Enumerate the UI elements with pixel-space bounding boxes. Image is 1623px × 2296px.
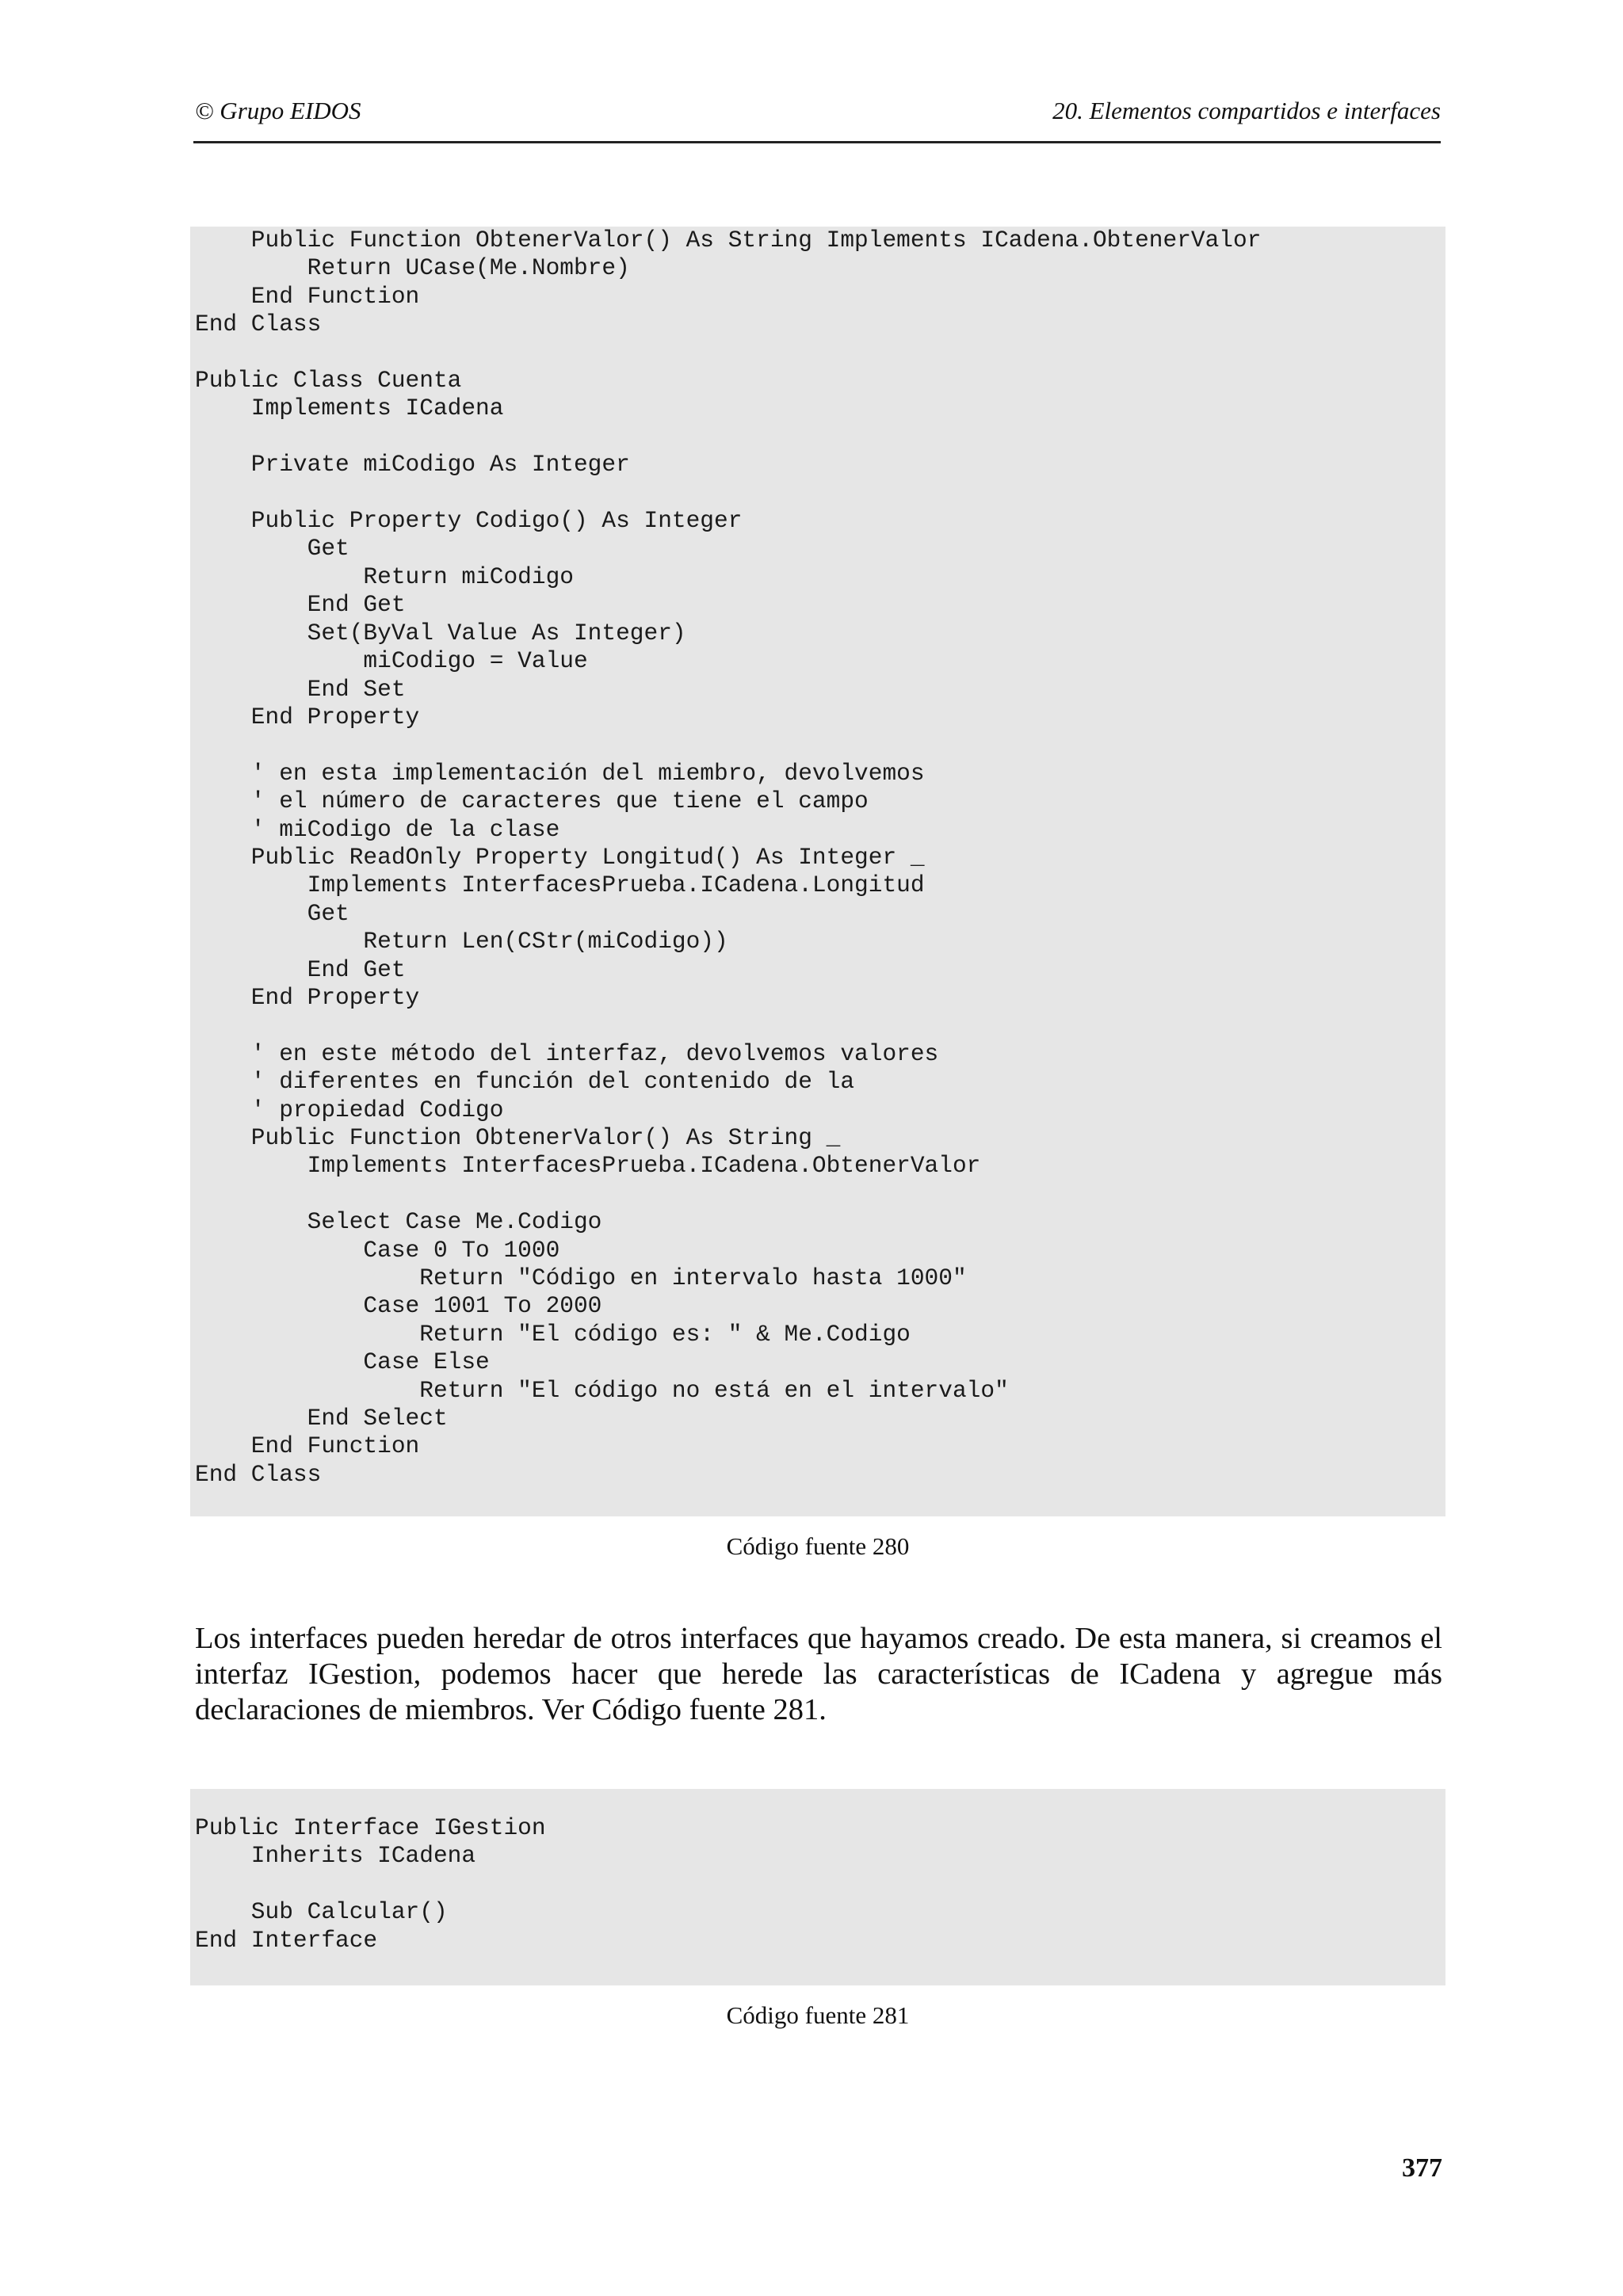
page-header (193, 93, 1441, 143)
code-listing: Public Function ObtenerValor() As String Implements ICadena.ObtenerValor Return UCase(Me.Nombre) End Function End Class Public Class Cuenta Implements ICadena Private miCodigo As Integer Public Property Codigo() As Integer Get Return miCodigo End Get Set(ByVal Value As Integer) miCodigo = Value End Set End Property ' en esta implementación del miembro, devolvemos ' el número de caracteres que tiene el campo ' miCodigo de la clase Public ReadOnly Property Longitud() As Integer _ Implements InterfacesPrueba.ICadena.Longitud Get Return Len(CStr(miCodigo)) End Get End Property ' en este método del interfaz, devolvemos valores ' diferentes en función del contenido de la ' propiedad Codigo Public Function ObtenerValor() As String _ Implements InterfacesPrueba.ICadena.ObtenerValor Select Case Me.Codigo Case 0 To 1000 Return "Código en intervalo hasta 1000" Case 1001 To 2000 Return "El código es: " & Me.Codigo Case Else Return "El código no está en el intervalo" End Select End Function End Class (195, 227, 1262, 1488)
code-listing: Public Interface IGestion Inherits ICadena Sub Calcular() End Interface (195, 1814, 546, 1954)
code-block-281 (190, 1789, 1445, 1985)
code-caption-280: Código fuente 280 (726, 1532, 910, 1560)
code-caption-281: Código fuente 281 (726, 2001, 910, 2029)
body-paragraph: Los interfaces pueden heredar de otros interfaces que hayamos creado. De esta manera, si creamos el interfaz IGestion, podemos hacer que herede las características de ICadena y agregue más declaraciones de miembros. Ver Código fuente 281. (195, 1622, 1442, 1726)
code-block-280 (190, 227, 1445, 1516)
page-number: 377 (1402, 2153, 1442, 2183)
header-chapter-title: 20. Elementos compartidos e interfaces (1052, 97, 1441, 124)
header-publisher: © Grupo EIDOS (195, 97, 361, 124)
